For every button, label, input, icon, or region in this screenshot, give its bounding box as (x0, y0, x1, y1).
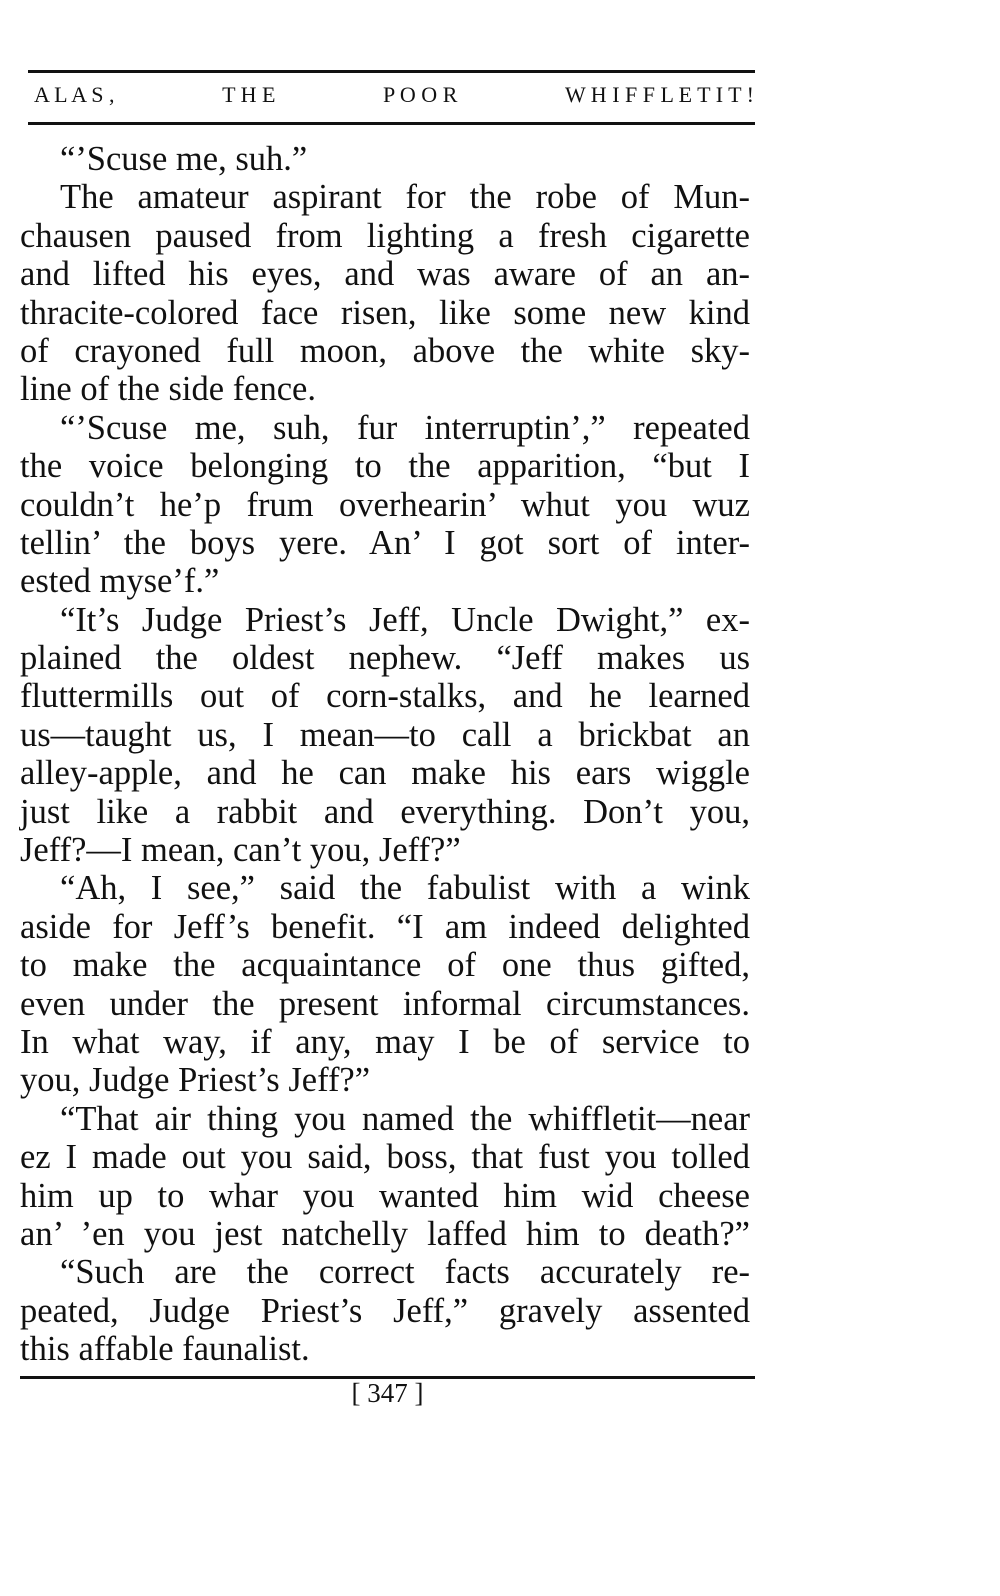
header-top-rule (28, 70, 755, 73)
text-line: “Such are the correct facts accurately re- (60, 1253, 750, 1292)
text-line: “That air thing you named the whiffletit—near (60, 1099, 750, 1138)
body-text (20, 140, 750, 1369)
text-line: plained the oldest nephew. “Jeff makes us (20, 639, 750, 678)
text-line: even under the present informal circumstances. (20, 984, 750, 1023)
text-line: an’ ’en you jest natchelly laffed him to death?” (20, 1214, 750, 1253)
text-line: “’Scuse me, suh, fur interruptin’,” repeated (60, 408, 750, 447)
running-head-word: A L A S , (34, 82, 115, 107)
text-line: fluttermills out of corn-stalks, and he learned (20, 677, 750, 716)
running-head (34, 82, 754, 108)
running-head-word: W H I F F L E T I T ! (564, 82, 754, 107)
text-line: “’Scuse me, suh.” (60, 140, 308, 178)
running-head-word: P O O R (383, 82, 458, 107)
text-line: us—taught us, I mean—to call a brickbat an (20, 715, 750, 754)
text-line: Jeff?—I mean, can’t you, Jeff?” (20, 831, 461, 870)
text-line: peated, Judge Priest’s Jeff,” gravely assented (20, 1291, 750, 1330)
text-line: just like a rabbit and everything. Don’t you, (20, 792, 750, 831)
text-line: “It’s Judge Priest’s Jeff, Uncle Dwight,” ex- (60, 600, 750, 639)
book-page (20, 0, 755, 1596)
text-line: The amateur aspirant for the robe of Mun- (60, 178, 750, 217)
text-line: ested myse’f.” (20, 562, 220, 601)
text-line: and lifted his eyes, and was aware of an an- (20, 255, 750, 294)
text-line: to make the acquaintance of one thus gifted, (20, 946, 750, 985)
page-number: [ 347 ] (351, 1378, 424, 1408)
text-line: couldn’t he’p frum overhearin’ whut you wuz (20, 485, 750, 524)
text-line: the voice belonging to the apparition, “but I (20, 447, 750, 486)
text-line: this affable faunalist. (20, 1330, 310, 1369)
text-line: of crayoned full moon, above the white sky- (20, 331, 750, 370)
text-line: you, Judge Priest’s Jeff?” (20, 1061, 371, 1100)
text-line: alley-apple, and he can make his ears wiggle (20, 754, 750, 793)
text-line: line of the side fence. (20, 370, 316, 409)
running-head-word: T H E (222, 82, 276, 107)
text-line: In what way, if any, may I be of service to (20, 1022, 750, 1061)
text-line: ez I made out you said, boss, that fust you tolled (20, 1138, 750, 1177)
text-line: aside for Jeff’s benefit. “I am indeed delighted (20, 907, 750, 946)
text-line: “Ah, I see,” said the fabulist with a wink (60, 869, 750, 908)
header-bottom-rule (28, 122, 755, 125)
text-line: chausen paused from lighting a fresh cigarette (20, 216, 750, 255)
text-line: thracite-colored face risen, like some new kind (20, 293, 750, 332)
text-line: tellin’ the boys yere. An’ I got sort of inter- (20, 523, 750, 562)
text-line: him up to whar you wanted him wid cheese (20, 1176, 750, 1215)
